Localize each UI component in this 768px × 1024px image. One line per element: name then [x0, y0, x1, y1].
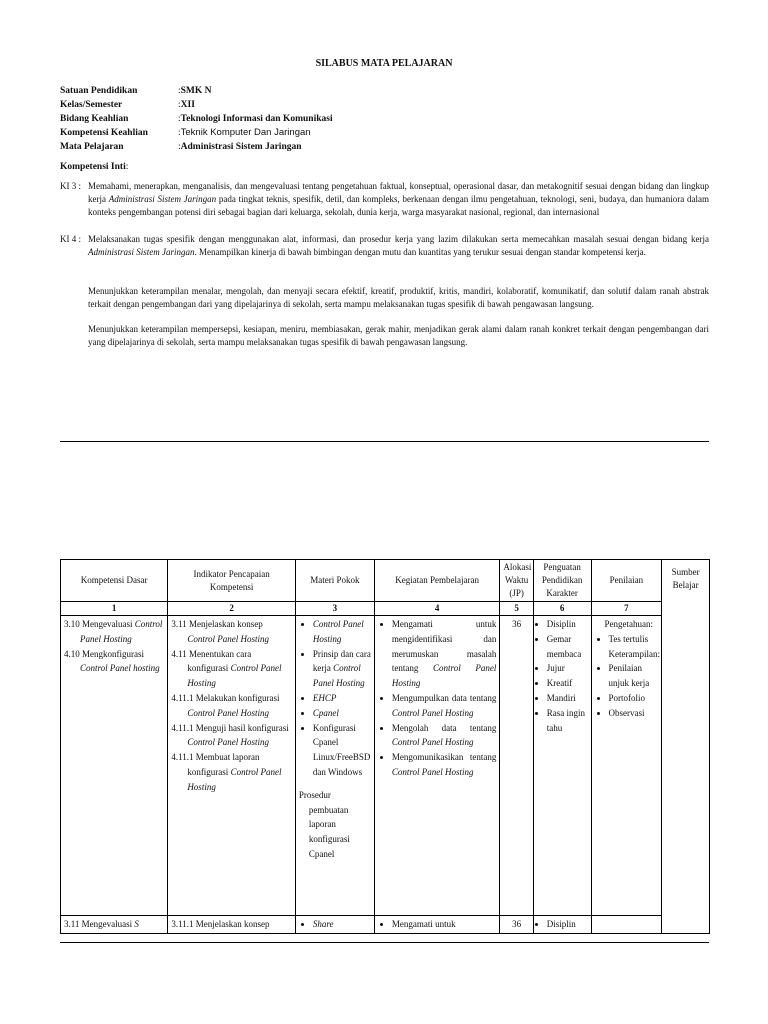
indikator-item — [171, 721, 292, 751]
jp-cell: 36 — [500, 616, 533, 916]
indikator-text-em: Control Panel Hosting — [187, 737, 269, 748]
kegiatan-text: Mengamati untuk mengidentifikasi dan merumuskan masalah tentang — [391, 619, 497, 674]
info-label: Kelas/Semester — [60, 100, 123, 110]
kd-item — [64, 617, 164, 647]
kd-text: 4.10 Mengkonfigurasi — [64, 648, 144, 659]
jp-cell: 36 — [500, 916, 533, 934]
kegiatan-item — [392, 721, 497, 751]
col-number: 6 — [533, 602, 591, 616]
ki3-text-b: pada tingkat teknis, spesifik, detil, dan kompleks, berkenaan dengan ilmu pengetahuan, teknologi, seni, budaya, dan humaniora dalam konteks pengembangan potensi diri sebagai bagian dari keluarga, sekolah, dunia kerja, warga masyarakat nasional, regional, dan internasional — [88, 194, 709, 218]
header-materi: Materi Pokok — [295, 560, 374, 602]
kegiatan-text: Mengolah data tentang — [391, 722, 497, 733]
penilaian-keterampilan-label: Keterampilan: — [608, 648, 660, 659]
kd-text-em: Control Panel Hosting — [80, 619, 163, 644]
penilaian-item — [609, 632, 659, 662]
kegiatan-text-em: Control Panel Hosting — [391, 766, 474, 777]
header-penilaian: Penilaian — [591, 560, 662, 602]
table-header-row — [61, 560, 710, 602]
penilaian-item: • Portofolio — [609, 691, 659, 706]
indikator-text: 4.11.1 Melakukan konfigurasi — [171, 692, 280, 703]
ki4-text-em: Administrasi Sistem Jaringan — [88, 247, 195, 258]
kegiatan-text-em: Control Panel Hosting — [391, 737, 474, 748]
skill-paragraph-2: Menunjukkan keterampilan mempersepsi, kesiapan, meniru, membiasakan, gerak mahir, menjadikan gerak alami dalam ranah konkret terkait dengan pengembangan dari yang dipelajarinya di sekolah, serta mampu melaksanakan tugas spesifik di bawah pengawasan langsung. — [88, 324, 709, 348]
penilaian-text: Tes tertulis — [608, 633, 649, 644]
page-title: SILABUS MATA PELAJARAN — [315, 58, 453, 69]
ppk-item: • Jujur — [547, 661, 588, 676]
kompetensi-inti-label: Kompetensi Inti — [60, 162, 126, 172]
col-number: 2 — [168, 602, 296, 616]
indikator-text-em: Control Panel Hosting — [187, 633, 269, 644]
kompetensi-inti-heading: Kompetensi Inti: — [60, 162, 129, 172]
table-row — [61, 616, 710, 916]
ppk-item: • Disiplin — [547, 617, 588, 632]
materi-list — [299, 917, 371, 932]
kd-cell — [61, 616, 168, 916]
materi-text-em: Control Panel Hosting — [312, 663, 365, 689]
info-label: Mata Pelajaran — [60, 142, 124, 152]
materi-extra: Prosedur pembuatan laporan konfigurasi Cpanel — [298, 789, 350, 859]
materi-item: • Control Panel Hosting — [313, 617, 371, 647]
ki4-text-b: . Menampilkan kinerja di bawah bimbingan dengan mutu dan kuantitas yang terukur sesuai dengan standar kompetensi kerja. — [194, 247, 646, 258]
header-sumber: Sumber Belajar — [662, 560, 710, 934]
ppk-list — [537, 917, 588, 932]
indikator-cell — [168, 616, 296, 916]
kd-item — [64, 647, 164, 677]
divider — [60, 441, 709, 442]
materi-cell — [295, 616, 374, 916]
kegiatan-list — [378, 617, 497, 780]
kegiatan-text: Mengumpulkan data tentang — [391, 692, 497, 703]
info-value: Administrasi Sistem Jaringan — [180, 142, 302, 152]
info-label: Bidang Keahlian — [60, 114, 129, 124]
info-row: Kelas/Semester : XII — [60, 100, 195, 110]
col-number: 1 — [61, 602, 168, 616]
divider — [60, 942, 709, 943]
info-value: Teknologi Informasi dan Komunikasi — [180, 114, 333, 124]
col-number: 3 — [295, 602, 374, 616]
kd-text: 3.10 Mengevaluasi — [64, 619, 135, 629]
penilaian-item: • Observasi — [609, 706, 659, 721]
skill-paragraph-1: Menunjukkan keterampilan menalar, mengolah, dan menyaji secara efektif, kreatif, produktif, kritis, mandiri, kolaboratif, komunikatif, dan solutif dalam ranah abstrak terkait dengan pengembangan dari yang dipelajarinya di sekolah, serta mampu melaksanakan tugas spesifik di bawah pengawasan langsung. — [88, 286, 709, 310]
header-ppk: Penguatan Pendidikan Karakter — [533, 560, 591, 602]
kegiatan-item — [392, 750, 497, 780]
ki3-code: KI 3 : — [60, 181, 81, 191]
ppk-cell — [533, 916, 591, 934]
indikator-text-em: Control Panel Hosting — [187, 663, 282, 689]
col-number: 5 — [500, 602, 533, 616]
col-number: 7 — [591, 602, 662, 616]
penilaian-item: • Penilaian unjuk kerja — [609, 661, 659, 691]
column-number-row — [61, 602, 710, 616]
materi-item: • Share — [313, 917, 371, 932]
materi-list — [299, 617, 371, 780]
ppk-item: • Mandiri — [547, 691, 588, 706]
indikator-item — [171, 691, 292, 721]
ppk-item: • Disiplin — [547, 917, 588, 932]
materi-text: Prinsip dan cara kerja — [312, 648, 371, 674]
indikator-item — [171, 647, 292, 691]
ki4-code: KI 4 : — [60, 234, 81, 244]
info-value: SMK N — [180, 86, 212, 96]
header-kompetensi-dasar: Kompetensi Dasar — [61, 560, 168, 602]
indikator-cell: 3.11.1 Menjelaskan konsep — [168, 916, 296, 934]
info-row: Bidang Keahlian : Teknologi Informasi dan Komunikasi — [60, 114, 333, 124]
indikator-text-em: Control Panel Hosting — [187, 766, 282, 792]
kegiatan-item: • Mengamati untuk — [392, 917, 497, 932]
ppk-item: • Gemar membaca — [547, 632, 588, 662]
ki3-text-a: Memahami, menerapkan, menganalisis, dan mengevaluasi tentang pengetahuan faktual, konseptual, operasional dasar, dan metakognitif sesuai dengan bidang dan lingkup kerja — [88, 181, 709, 205]
ppk-item: • Kreatif — [547, 676, 588, 691]
penilaian-cell — [591, 916, 662, 934]
ki4-text-a: Melaksanakan tugas spesifik dengan menggunakan alat, informasi, dan prosedur kerja yang lazim dilakukan serta memecahkan masalah sesuai dengan bidang kerja — [88, 234, 709, 244]
table-row — [61, 916, 710, 934]
penilaian-pengetahuan-label: Pengetahuan: — [604, 619, 653, 629]
ppk-list — [537, 617, 588, 735]
col-number: 4 — [374, 602, 500, 616]
ppk-item: • Rasa ingin tahu — [547, 706, 588, 736]
indikator-item — [171, 617, 292, 647]
kegiatan-item — [392, 617, 497, 691]
ki4-paragraph — [60, 233, 709, 259]
ki4-text — [88, 233, 709, 259]
info-value: Teknik Komputer Dan Jaringan — [180, 127, 311, 138]
penilaian-list — [595, 632, 659, 721]
kegiatan-list — [378, 917, 497, 932]
indikator-item — [171, 750, 292, 794]
ki3-text — [88, 180, 709, 220]
info-value: XII — [180, 100, 195, 110]
ppk-cell — [533, 616, 591, 916]
ki3-paragraph — [60, 180, 709, 220]
info-row: Mata Pelajaran : Administrasi Sistem Jaringan — [60, 142, 302, 152]
indikator-text: 4.11.1 Membuat laporan konfigurasi — [171, 752, 260, 777]
penilaian-cell — [591, 616, 662, 916]
materi-item — [313, 647, 371, 691]
materi-cell — [295, 916, 374, 934]
info-label: Satuan Pendidikan — [60, 86, 138, 96]
indikator-text-em: Control Panel Hosting — [187, 707, 269, 718]
kd-text: 3.11 Mengevaluasi — [64, 919, 135, 929]
info-label: Kompetensi Keahlian — [60, 128, 148, 138]
header-kegiatan: Kegiatan Pembelajaran — [374, 560, 500, 602]
kegiatan-cell — [374, 616, 500, 916]
indikator-text: 4.11.1 Menguji hasil konfigurasi — [171, 722, 289, 733]
syllabus-table — [60, 559, 710, 934]
kegiatan-cell — [374, 916, 500, 934]
indikator-text: 4.11 Menentukan cara konfigurasi — [171, 648, 252, 674]
info-row: Satuan Pendidikan : SMK N — [60, 86, 212, 96]
kegiatan-text-em: Control Panel Hosting — [391, 707, 474, 718]
kegiatan-text-em: Control Panel Hosting — [391, 663, 497, 689]
materi-item: • Cpanel — [313, 706, 371, 721]
kd-text-em: S — [134, 919, 139, 929]
info-row: Kompetensi Keahlian : Teknik Komputer Dan Jaringan — [60, 127, 311, 138]
identity-block — [60, 84, 333, 154]
ki3-text-em: Administrasi Sistem Jaringan — [108, 194, 217, 205]
kegiatan-text: Mengomunikasikan tentang — [391, 752, 497, 763]
materi-item: • EHCP — [313, 691, 371, 706]
indikator-text: 3.11 Menjelaskan konsep — [171, 619, 263, 629]
materi-item: • Konfigurasi Cpanel Linux/FreeBSD dan Windows — [313, 721, 371, 780]
kd-text-em: Control Panel hosting — [80, 663, 160, 674]
header-indikator: Indikator Pencapaian Kompetensi — [168, 560, 296, 602]
kegiatan-item — [392, 691, 497, 721]
kd-cell — [61, 916, 168, 934]
header-alokasi: Alokasi Waktu (JP) — [500, 560, 533, 602]
